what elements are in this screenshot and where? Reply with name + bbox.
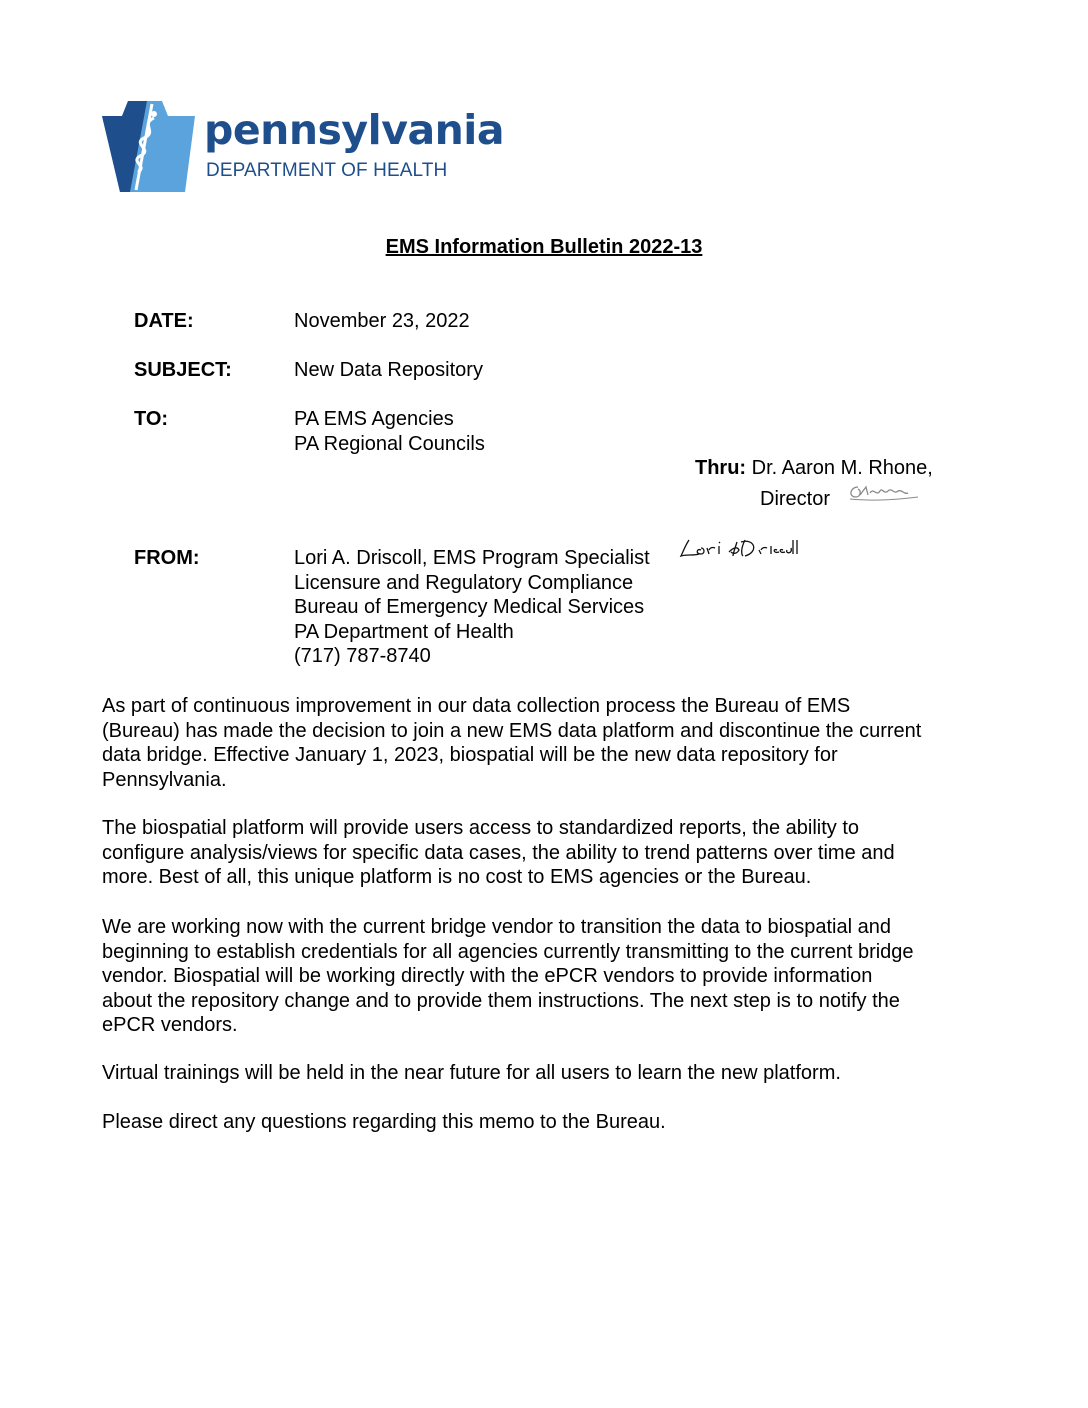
body-line: configure analysis/views for specific data cases, the ability to trend patterns over time and (102, 841, 895, 864)
from-line: Licensure and Regulatory Compliance (294, 571, 634, 594)
thru-label: Thru: (695, 457, 747, 479)
body-line: The biospatial platform will provide users access to standardized reports, the ability to (102, 817, 860, 839)
body-line: (Bureau) has made the decision to join a new EMS data platform and discontinue the current (102, 719, 922, 742)
logo-department-name: DEPARTMENT OF HEALTH (206, 160, 448, 181)
thru-line (695, 456, 933, 480)
body-line: Please direct any questions regarding this memo to the Bureau. (102, 1111, 666, 1133)
department-logo (100, 100, 505, 195)
paragraph-2 (102, 816, 1002, 890)
paragraph-4 (102, 1061, 1002, 1086)
body-line: beginning to establish credentials for all agencies currently transmitting to the current bridge (102, 940, 914, 963)
paragraph-1 (102, 694, 1002, 792)
body-line: ePCR vendors. (102, 1014, 238, 1036)
to-line: PA EMS Agencies (294, 408, 454, 430)
body-line: about the repository change and to provide them instructions. The next step is to notify the (102, 989, 900, 1012)
subject-value: New Data Repository (294, 359, 483, 381)
paragraph-3 (102, 915, 1002, 1038)
body-line: We are working now with the current bridge vendor to transition the data to biospatial and (102, 916, 891, 938)
date-label: DATE: (134, 310, 194, 332)
body-line: Virtual trainings will be held in the near future for all users to learn the new platform. (102, 1062, 841, 1084)
logo-wordmark: pennsylvania (204, 106, 505, 154)
to-line: PA Regional Councils (294, 432, 485, 455)
thru-name: Dr. Aaron M. Rhone, (751, 457, 933, 479)
paragraph-5 (102, 1110, 1002, 1135)
body-line: Pennsylvania. (102, 768, 227, 791)
subject-label: SUBJECT: (134, 359, 232, 381)
keystone-icon (100, 100, 200, 195)
body-line: vendor. Biospatial will be working directly with the ePCR vendors to provide information (102, 965, 873, 987)
from-block (294, 546, 650, 669)
director-signature (846, 481, 920, 503)
from-line: (717) 787-8740 (294, 645, 431, 667)
from-line: Lori A. Driscoll, EMS Program Specialist (294, 547, 650, 569)
body-line: more. Best of all, this unique platform is no cost to EMS agencies or the Bureau. (102, 866, 812, 888)
body-line: As part of continuous improvement in our data collection process the Bureau of EMS (102, 695, 851, 717)
to-recipients (294, 407, 485, 456)
thru-title: Director (760, 488, 831, 510)
from-signature (675, 536, 799, 562)
from-line: Bureau of Emergency Medical Services (294, 596, 645, 618)
from-line: PA Department of Health (294, 620, 514, 643)
bulletin-title: EMS Information Bulletin 2022-13 (385, 236, 703, 258)
body-line: data bridge. Effective January 1, 2023, biospatial will be the new data repository for (102, 744, 838, 766)
date-value: November 23, 2022 (294, 310, 470, 332)
to-label: TO: (134, 408, 169, 430)
from-label: FROM: (134, 547, 200, 569)
